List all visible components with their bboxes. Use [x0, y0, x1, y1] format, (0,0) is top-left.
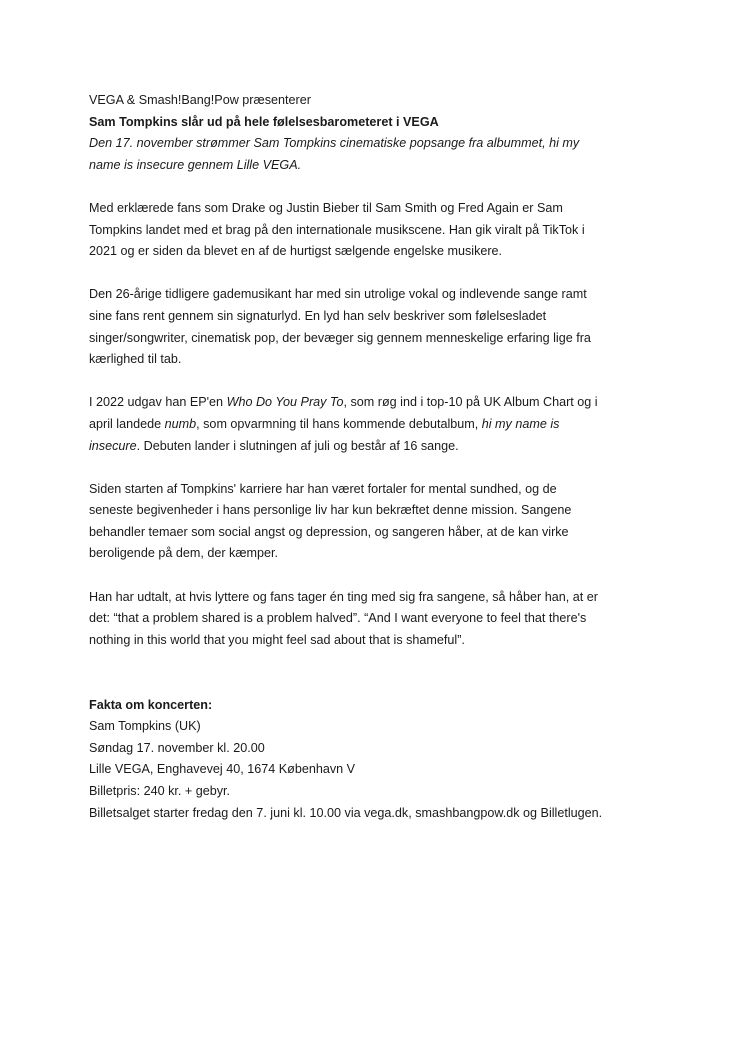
paragraph-line: Tompkins landet med et brag på den internationale musikscene. Han gik viralt på TikTok i: [89, 222, 585, 237]
text-run: I 2022 udgav han EP'en: [89, 395, 227, 410]
paragraph-line: Den 26-årige tidligere gademusikant har med sin utrolige vokal og indlevende sange ramt: [89, 287, 587, 302]
paragraph-line: nothing in this world that you might feel sad about that is shameful”.: [89, 632, 465, 647]
paragraph-background: [89, 284, 689, 370]
facts-line: Billetsalget starter fredag den 7. juni kl. 10.00 via vega.dk, smashbangpow.dk og Billetlugen.: [89, 805, 603, 820]
facts-line: Lille VEGA, Enghavevej 40, 1674 København V: [89, 762, 356, 777]
paragraph-line: [89, 392, 689, 414]
lead-line: name is insecure gennem Lille VEGA.: [89, 157, 302, 172]
paragraph-line: Med erklærede fans som Drake og Justin Bieber til Sam Smith og Fred Again er Sam: [89, 200, 563, 215]
facts-heading: Fakta om koncerten:: [89, 697, 213, 712]
paragraph-line: Siden starten af Tompkins' karriere har han været fortaler for mental sundhed, og de: [89, 481, 557, 496]
facts-line: Billetpris: 240 kr. + gebyr.: [89, 784, 231, 798]
paragraph-line: kærlighed til tab.: [89, 352, 182, 367]
spacer: [89, 673, 689, 695]
headline: Sam Tompkins slår ud på hele følelsesbarometeret i VEGA: [89, 114, 439, 129]
paragraph-mental-health: [89, 479, 689, 565]
paragraph-line: [89, 436, 689, 458]
paragraph-line: det: “that a problem shared is a problem halved”. “And I want everyone to feel that there's: [89, 611, 587, 626]
paragraph-releases: [89, 392, 689, 457]
paragraph-line: seneste begivenheder i hans personlige liv har kun bekræftet denne mission. Sangene: [89, 503, 572, 518]
paragraph-line: sine fans rent gennem sin signaturlyd. En lyd han selv beskriver som følelsesladet: [89, 308, 547, 323]
text-run: april landede: [89, 416, 165, 431]
album-title: hi my name is: [481, 416, 560, 431]
paragraph-fans: [89, 198, 689, 263]
album-title: insecure: [89, 438, 137, 453]
single-title: numb: [164, 416, 197, 431]
paragraph-line: [89, 414, 689, 436]
text-run: , som opvarmning til hans kommende debutalbum,: [196, 416, 482, 431]
paragraph-line: Han har udtalt, at hvis lyttere og fans tager én ting med sig fra sangene, så håber han, at er: [89, 589, 598, 604]
ep-title: Who Do You Pray To: [226, 395, 344, 410]
press-release: [89, 90, 689, 824]
facts-line: Sam Tompkins (UK): [89, 719, 201, 734]
paragraph-line: beroligende på dem, der kæmper.: [89, 546, 279, 561]
paragraph-line: singer/songwriter, cinematisk pop, der bevæger sig gennem menneskelige erfaring lige fra: [89, 330, 591, 345]
text-run: . Debuten lander i slutningen af juli og består af 16 sange.: [136, 438, 459, 453]
paragraph-quote: [89, 587, 689, 652]
lead-line: Den 17. november strømmer Sam Tompkins cinematiske popsange fra albummet, hi my: [89, 136, 580, 151]
text-run: , som røg ind i top-10 på UK Album Chart og i: [343, 395, 598, 410]
lead-paragraph: [89, 133, 689, 176]
paragraph-line: behandler temaer som social angst og depression, og sangeren håber, at de kan virke: [89, 524, 569, 539]
presenter-line: VEGA & Smash!Bang!Pow præsenterer: [89, 93, 311, 107]
paragraph-line: 2021 og er siden da blevet en af de hurtigst sælgende engelske musikere.: [89, 244, 503, 259]
facts-section: [89, 695, 689, 825]
facts-line: Søndag 17. november kl. 20.00: [89, 740, 265, 755]
